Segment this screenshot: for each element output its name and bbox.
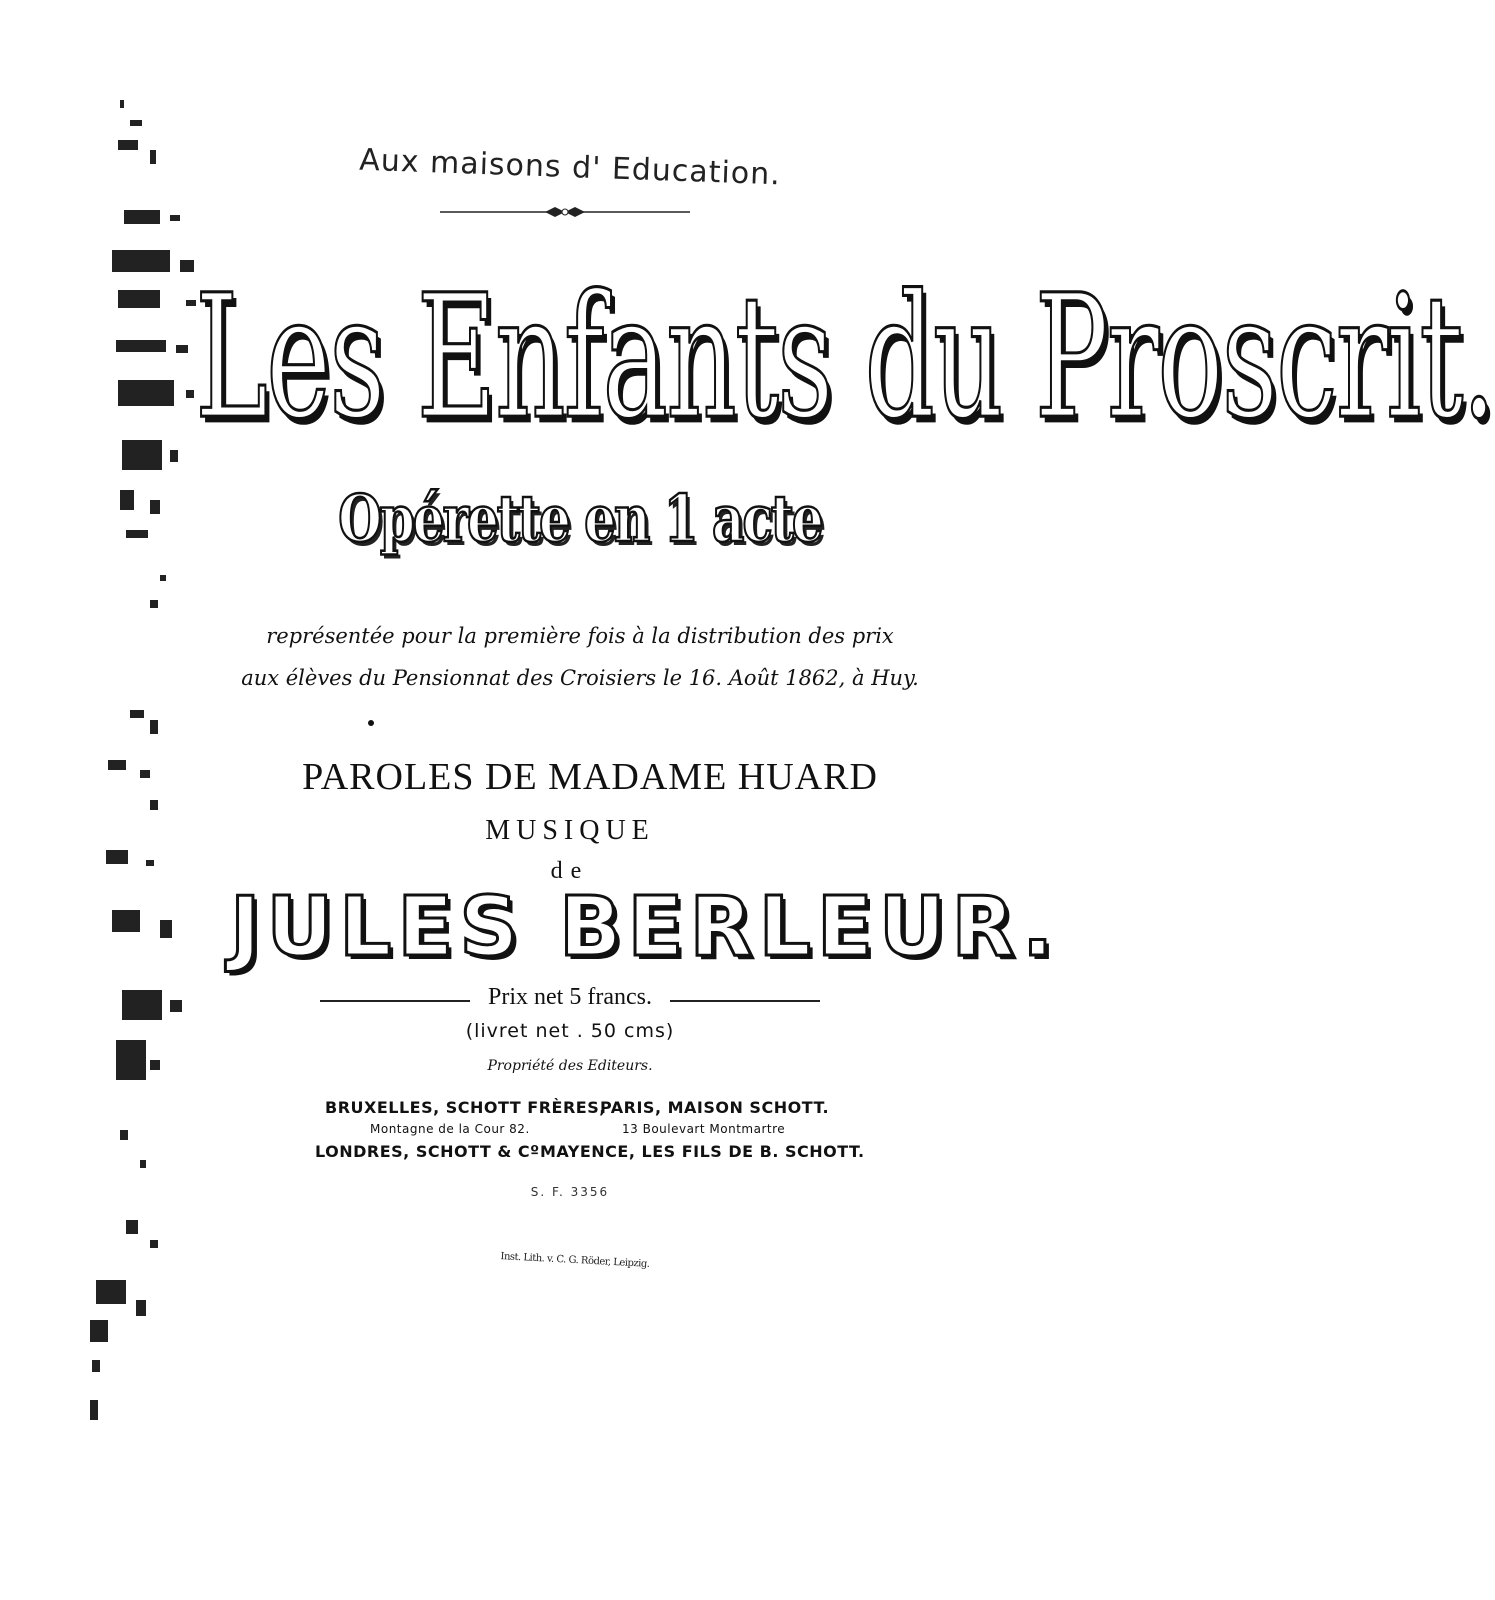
publisher-bruxelles: BRUXELLES, SCHOTT FRÈRES, bbox=[325, 1098, 606, 1117]
publisher-paris: PARIS, MAISON SCHOTT. bbox=[600, 1098, 830, 1117]
scan-edge-specks bbox=[0, 0, 220, 1600]
premiere-note bbox=[240, 615, 920, 699]
address-bruxelles: Montagne de la Cour 82. bbox=[370, 1122, 530, 1136]
plate-number: S. F. 3356 bbox=[530, 1185, 610, 1199]
ornament-dot bbox=[368, 720, 374, 726]
publisher-property: Propriété des Editeurs. bbox=[487, 1058, 653, 1074]
premiere-line-1: représentée pour la première fois à la distribution des prix bbox=[266, 624, 894, 648]
publisher-londres: LONDRES, SCHOTT & Cº bbox=[315, 1142, 540, 1161]
premiere-line-2: aux élèves du Pensionnat des Croisiers le 16. Août 1862, à Huy. bbox=[241, 666, 919, 690]
price: Prix net 5 francs. bbox=[488, 984, 652, 1010]
price-row bbox=[320, 980, 820, 1020]
publisher-mayence: MAYENCE, LES FILS DE B. SCHOTT. bbox=[540, 1142, 865, 1161]
by-label: de bbox=[550, 858, 590, 884]
ornament-rule bbox=[440, 200, 690, 224]
printer-imprint: Inst. Lith. v. C. G. Röder, Leipzig. bbox=[500, 1251, 650, 1270]
lyricist-credit: PAROLES DE MADAME HUARD bbox=[302, 756, 878, 798]
composer-name: JULES BERLEUR. bbox=[230, 880, 1060, 975]
libretto-price: (livret net . 50 cms) bbox=[465, 1020, 675, 1042]
subtitle: Opérette en 1 acte bbox=[338, 480, 822, 557]
music-label: MUSIQUE bbox=[485, 815, 655, 846]
address-paris: 13 Boulevart Montmartre bbox=[622, 1122, 786, 1136]
price-rule-right bbox=[670, 1000, 820, 1002]
main-title: Les Enfants du Proscrit. bbox=[195, 258, 1495, 457]
dedication: Aux maisons d' Education. bbox=[358, 142, 782, 193]
